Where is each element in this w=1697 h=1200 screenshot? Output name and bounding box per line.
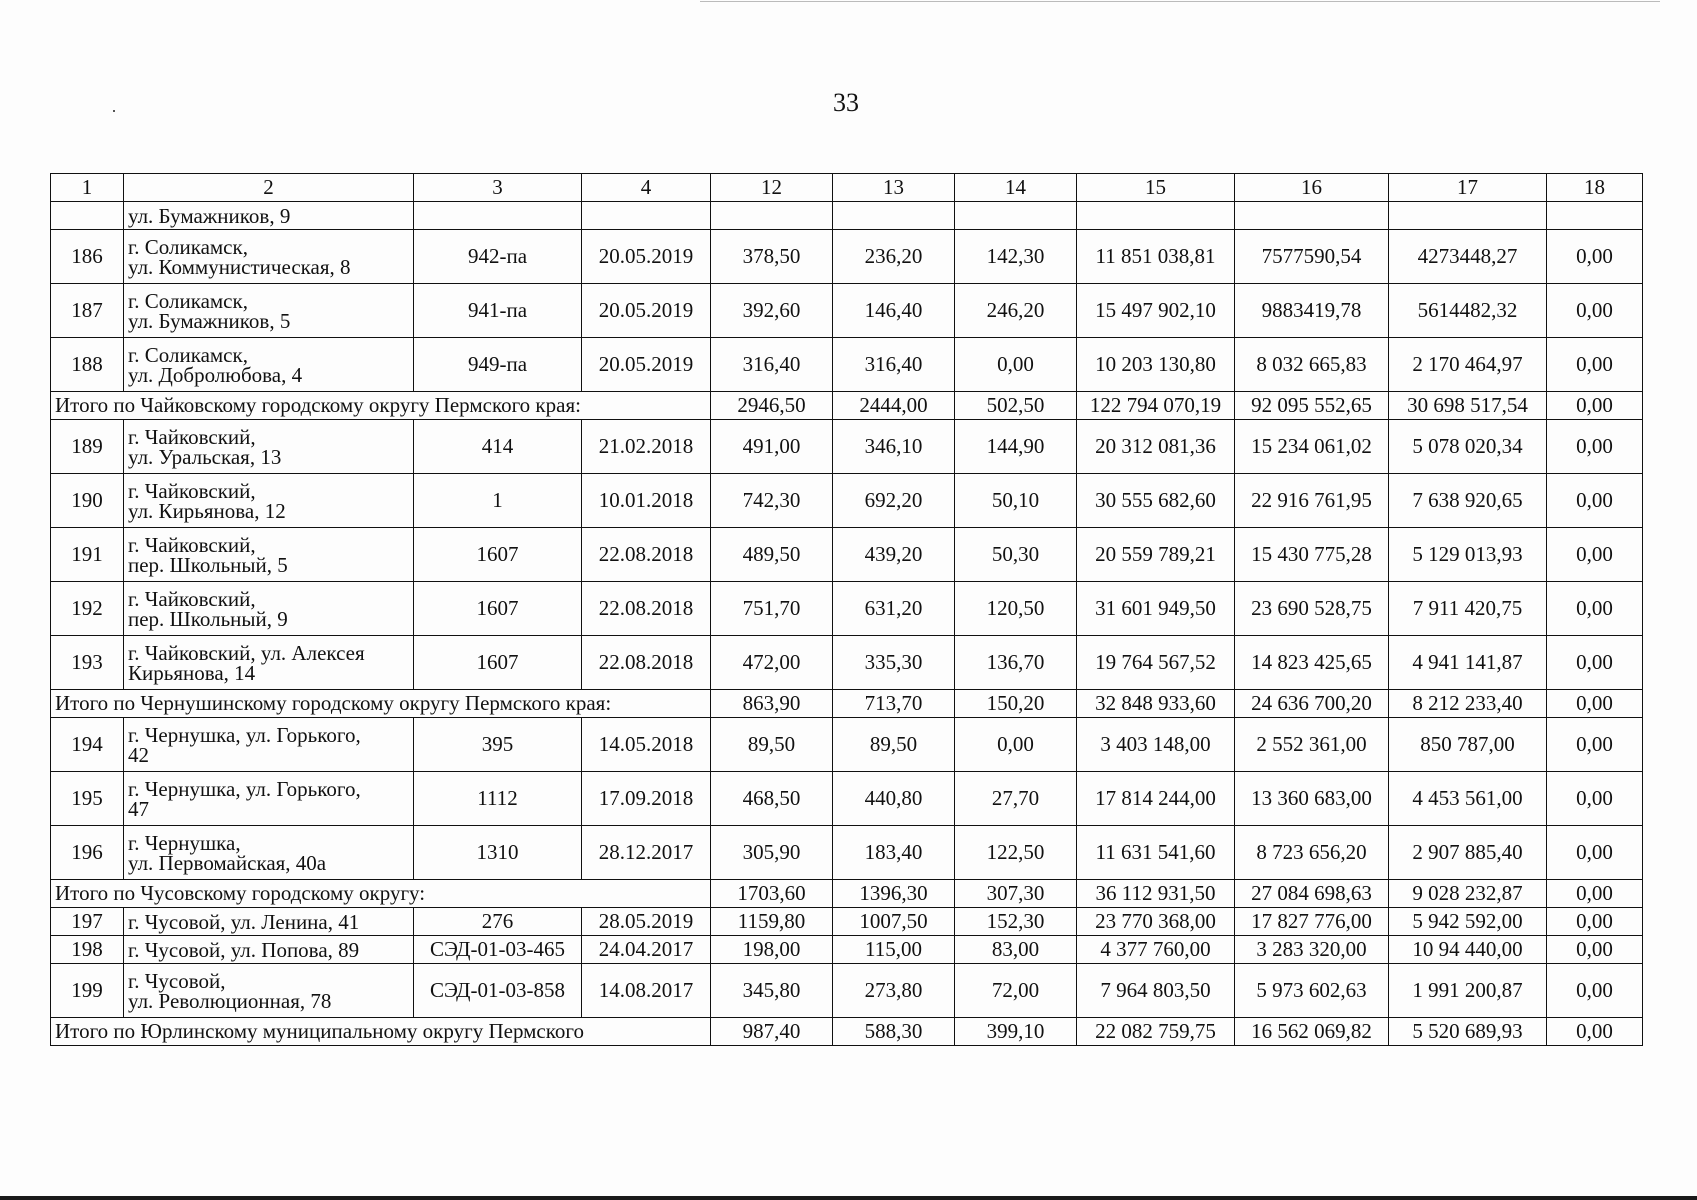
value-cell: 588,30 bbox=[833, 1018, 955, 1046]
address-cell bbox=[124, 826, 414, 880]
value-cell: 50,10 bbox=[955, 474, 1077, 528]
col-header: 3 bbox=[414, 174, 582, 202]
value-cell: 4 941 141,87 bbox=[1389, 636, 1547, 690]
table-cell bbox=[955, 202, 1077, 230]
col-header: 12 bbox=[711, 174, 833, 202]
table-cell bbox=[1389, 202, 1547, 230]
row-number-cell: 187 bbox=[51, 284, 124, 338]
row-number-cell: 196 bbox=[51, 826, 124, 880]
col-header: 4 bbox=[582, 174, 711, 202]
document-number-cell: 941-па bbox=[414, 284, 582, 338]
value-cell: 50,30 bbox=[955, 528, 1077, 582]
value-cell: 1007,50 bbox=[833, 908, 955, 936]
value-cell: 150,20 bbox=[955, 690, 1077, 718]
value-cell: 31 601 949,50 bbox=[1077, 582, 1235, 636]
value-cell: 7 911 420,75 bbox=[1389, 582, 1547, 636]
table-body bbox=[51, 174, 1643, 1046]
table-row bbox=[51, 936, 1643, 964]
address-line: Кирьянова, 14 bbox=[128, 660, 256, 685]
date-cell: 21.02.2018 bbox=[582, 420, 711, 474]
value-cell: 9883419,78 bbox=[1235, 284, 1389, 338]
value-cell: 30 555 682,60 bbox=[1077, 474, 1235, 528]
value-cell: 22 916 761,95 bbox=[1235, 474, 1389, 528]
address-cell bbox=[124, 636, 414, 690]
value-cell: 631,20 bbox=[833, 582, 955, 636]
value-cell: 468,50 bbox=[711, 772, 833, 826]
address-line: г. Чернушка, ул. Горького, bbox=[128, 722, 361, 747]
address-line: ул. Первомайская, 40а bbox=[128, 850, 327, 875]
row-number-cell: 199 bbox=[51, 964, 124, 1018]
value-cell: 399,10 bbox=[955, 1018, 1077, 1046]
allocation-table bbox=[50, 173, 1643, 1046]
address-line: г. Соликамск, bbox=[128, 234, 248, 259]
address-line: г. Чайковский, bbox=[128, 532, 256, 557]
address-cell bbox=[124, 528, 414, 582]
value-cell: 10 203 130,80 bbox=[1077, 338, 1235, 392]
value-cell: 152,30 bbox=[955, 908, 1077, 936]
value-cell: 305,90 bbox=[711, 826, 833, 880]
address-line: ул. Коммунистическая, 8 bbox=[128, 254, 351, 279]
table-row bbox=[51, 826, 1643, 880]
value-cell: 5 078 020,34 bbox=[1389, 420, 1547, 474]
date-cell: 20.05.2019 bbox=[582, 284, 711, 338]
value-cell: 1703,60 bbox=[711, 880, 833, 908]
value-cell: 83,00 bbox=[955, 936, 1077, 964]
value-cell: 692,20 bbox=[833, 474, 955, 528]
value-cell: 5 973 602,63 bbox=[1235, 964, 1389, 1018]
value-cell: 316,40 bbox=[711, 338, 833, 392]
value-cell: 0,00 bbox=[955, 718, 1077, 772]
address-cell bbox=[124, 284, 414, 338]
value-cell: 392,60 bbox=[711, 284, 833, 338]
address-line: г. Чайковский, bbox=[128, 424, 256, 449]
table-cell bbox=[711, 202, 833, 230]
table-cell bbox=[414, 202, 582, 230]
row-number-cell: 198 bbox=[51, 936, 124, 964]
value-cell: 2444,00 bbox=[833, 392, 955, 420]
value-cell: 4 453 561,00 bbox=[1389, 772, 1547, 826]
subtotal-row bbox=[51, 690, 1643, 718]
address-line: г. Чусовой, ул. Ленина, 41 bbox=[128, 909, 360, 934]
value-cell: 0,00 bbox=[1547, 474, 1643, 528]
date-cell: 17.09.2018 bbox=[582, 772, 711, 826]
scan-bottom-edge bbox=[0, 1196, 1697, 1200]
date-cell: 20.05.2019 bbox=[582, 338, 711, 392]
address-cell bbox=[124, 772, 414, 826]
value-cell: 19 764 567,52 bbox=[1077, 636, 1235, 690]
value-cell: 742,30 bbox=[711, 474, 833, 528]
value-cell: 345,80 bbox=[711, 964, 833, 1018]
page-number: 33 bbox=[833, 88, 859, 117]
address-cell bbox=[124, 474, 414, 528]
address-line: ул. Кирьянова, 12 bbox=[128, 498, 286, 523]
value-cell: 5614482,32 bbox=[1389, 284, 1547, 338]
value-cell: 0,00 bbox=[1547, 230, 1643, 284]
date-cell: 24.04.2017 bbox=[582, 936, 711, 964]
value-cell: 36 112 931,50 bbox=[1077, 880, 1235, 908]
address-cell bbox=[124, 582, 414, 636]
table-row bbox=[51, 528, 1643, 582]
value-cell: 17 827 776,00 bbox=[1235, 908, 1389, 936]
value-cell: 0,00 bbox=[1547, 636, 1643, 690]
value-cell: 10 94 440,00 bbox=[1389, 936, 1547, 964]
address-line: ул. Добролюбова, 4 bbox=[128, 362, 303, 387]
value-cell: 236,20 bbox=[833, 230, 955, 284]
col-header: 18 bbox=[1547, 174, 1643, 202]
value-cell: 4 377 760,00 bbox=[1077, 936, 1235, 964]
value-cell: 1396,30 bbox=[833, 880, 955, 908]
document-number-cell: 1607 bbox=[414, 528, 582, 582]
date-cell: 28.05.2019 bbox=[582, 908, 711, 936]
value-cell: 198,00 bbox=[711, 936, 833, 964]
value-cell: 11 851 038,81 bbox=[1077, 230, 1235, 284]
document-number-cell: СЭД-01-03-465 bbox=[414, 936, 582, 964]
table-row bbox=[51, 284, 1643, 338]
col-header: 16 bbox=[1235, 174, 1389, 202]
value-cell: 440,80 bbox=[833, 772, 955, 826]
col-header: 14 bbox=[955, 174, 1077, 202]
value-cell: 5 520 689,93 bbox=[1389, 1018, 1547, 1046]
address-cell: ул. Бумажников, 9 bbox=[124, 202, 414, 230]
value-cell: 8 212 233,40 bbox=[1389, 690, 1547, 718]
row-number-cell: 193 bbox=[51, 636, 124, 690]
value-cell: 27,70 bbox=[955, 772, 1077, 826]
value-cell: 14 823 425,65 bbox=[1235, 636, 1389, 690]
value-cell: 3 403 148,00 bbox=[1077, 718, 1235, 772]
value-cell: 3 283 320,00 bbox=[1235, 936, 1389, 964]
value-cell: 751,70 bbox=[711, 582, 833, 636]
value-cell: 72,00 bbox=[955, 964, 1077, 1018]
document-number-cell: 1112 bbox=[414, 772, 582, 826]
value-cell: 4273448,27 bbox=[1389, 230, 1547, 284]
row-number-cell: 190 bbox=[51, 474, 124, 528]
date-cell: 28.12.2017 bbox=[582, 826, 711, 880]
col-header: 15 bbox=[1077, 174, 1235, 202]
subtotal-row bbox=[51, 1018, 1643, 1046]
value-cell: 0,00 bbox=[1547, 936, 1643, 964]
table-cell bbox=[1077, 202, 1235, 230]
value-cell: 0,00 bbox=[1547, 964, 1643, 1018]
subtotal-row bbox=[51, 392, 1643, 420]
date-cell: 10.01.2018 bbox=[582, 474, 711, 528]
date-cell: 20.05.2019 bbox=[582, 230, 711, 284]
document-number-cell: СЭД-01-03-858 bbox=[414, 964, 582, 1018]
value-cell: 22 082 759,75 bbox=[1077, 1018, 1235, 1046]
value-cell: 346,10 bbox=[833, 420, 955, 474]
value-cell: 144,90 bbox=[955, 420, 1077, 474]
value-cell: 273,80 bbox=[833, 964, 955, 1018]
document-number-cell: 949-па bbox=[414, 338, 582, 392]
value-cell: 8 032 665,83 bbox=[1235, 338, 1389, 392]
value-cell: 863,90 bbox=[711, 690, 833, 718]
table-row bbox=[51, 474, 1643, 528]
value-cell: 307,30 bbox=[955, 880, 1077, 908]
address-line: г. Чернушка, ул. Горького, bbox=[128, 776, 361, 801]
table-row bbox=[51, 964, 1643, 1018]
value-cell: 146,40 bbox=[833, 284, 955, 338]
value-cell: 502,50 bbox=[955, 392, 1077, 420]
subtotal-row bbox=[51, 880, 1643, 908]
address-line: г. Чайковский, ул. Алексея bbox=[128, 640, 365, 665]
value-cell: 7577590,54 bbox=[1235, 230, 1389, 284]
date-cell: 14.05.2018 bbox=[582, 718, 711, 772]
continuation-row bbox=[51, 202, 1643, 230]
address-line: ул. Революционная, 78 bbox=[128, 988, 332, 1013]
value-cell: 27 084 698,63 bbox=[1235, 880, 1389, 908]
scan-speck bbox=[113, 110, 115, 112]
value-cell: 2 552 361,00 bbox=[1235, 718, 1389, 772]
value-cell: 11 631 541,60 bbox=[1077, 826, 1235, 880]
value-cell: 0,00 bbox=[1547, 1018, 1643, 1046]
value-cell: 32 848 933,60 bbox=[1077, 690, 1235, 718]
value-cell: 5 129 013,93 bbox=[1389, 528, 1547, 582]
document-number-cell: 276 bbox=[414, 908, 582, 936]
table-row bbox=[51, 718, 1643, 772]
address-line: г. Чайковский, bbox=[128, 478, 256, 503]
value-cell: 17 814 244,00 bbox=[1077, 772, 1235, 826]
row-number-cell: 195 bbox=[51, 772, 124, 826]
value-cell: 15 234 061,02 bbox=[1235, 420, 1389, 474]
value-cell: 8 723 656,20 bbox=[1235, 826, 1389, 880]
value-cell: 89,50 bbox=[833, 718, 955, 772]
value-cell: 2 170 464,97 bbox=[1389, 338, 1547, 392]
value-cell: 15 497 902,10 bbox=[1077, 284, 1235, 338]
document-number-cell: 1607 bbox=[414, 636, 582, 690]
value-cell: 24 636 700,20 bbox=[1235, 690, 1389, 718]
address-cell bbox=[124, 230, 414, 284]
value-cell: 335,30 bbox=[833, 636, 955, 690]
value-cell: 20 559 789,21 bbox=[1077, 528, 1235, 582]
address-line: пер. Школьный, 9 bbox=[128, 606, 288, 631]
address-cell bbox=[124, 908, 414, 936]
value-cell: 0,00 bbox=[1547, 908, 1643, 936]
subtotal-label: Итого по Чусовскому городскому округу: bbox=[51, 880, 711, 908]
table-row bbox=[51, 636, 1643, 690]
value-cell: 0,00 bbox=[1547, 528, 1643, 582]
value-cell: 13 360 683,00 bbox=[1235, 772, 1389, 826]
address-line: г. Чусовой, ул. Попова, 89 bbox=[128, 937, 360, 962]
value-cell: 115,00 bbox=[833, 936, 955, 964]
date-cell: 14.08.2017 bbox=[582, 964, 711, 1018]
row-number-cell: 186 bbox=[51, 230, 124, 284]
row-number-cell: 197 bbox=[51, 908, 124, 936]
address-cell bbox=[124, 964, 414, 1018]
value-cell: 439,20 bbox=[833, 528, 955, 582]
table-row bbox=[51, 582, 1643, 636]
document-number-cell: 1310 bbox=[414, 826, 582, 880]
col-header: 2 bbox=[124, 174, 414, 202]
date-cell: 22.08.2018 bbox=[582, 636, 711, 690]
row-number-cell: 194 bbox=[51, 718, 124, 772]
value-cell: 987,40 bbox=[711, 1018, 833, 1046]
value-cell: 16 562 069,82 bbox=[1235, 1018, 1389, 1046]
value-cell: 0,00 bbox=[1547, 338, 1643, 392]
value-cell: 5 942 592,00 bbox=[1389, 908, 1547, 936]
row-number-cell: 189 bbox=[51, 420, 124, 474]
value-cell: 0,00 bbox=[1547, 284, 1643, 338]
value-cell: 136,70 bbox=[955, 636, 1077, 690]
table-cell bbox=[51, 202, 124, 230]
value-cell: 183,40 bbox=[833, 826, 955, 880]
value-cell: 1 991 200,87 bbox=[1389, 964, 1547, 1018]
value-cell: 9 028 232,87 bbox=[1389, 880, 1547, 908]
value-cell: 20 312 081,36 bbox=[1077, 420, 1235, 474]
col-header: 17 bbox=[1389, 174, 1547, 202]
address-line: ул. Бумажников, 5 bbox=[128, 308, 291, 333]
value-cell: 0,00 bbox=[1547, 582, 1643, 636]
table-row bbox=[51, 772, 1643, 826]
document-number-cell: 395 bbox=[414, 718, 582, 772]
table-cell bbox=[1235, 202, 1389, 230]
date-cell: 22.08.2018 bbox=[582, 528, 711, 582]
value-cell: 491,00 bbox=[711, 420, 833, 474]
subtotal-label: Итого по Чайковскому городскому округу Пермского края: bbox=[51, 392, 711, 420]
value-cell: 0,00 bbox=[1547, 772, 1643, 826]
value-cell: 378,50 bbox=[711, 230, 833, 284]
address-cell bbox=[124, 718, 414, 772]
table-row bbox=[51, 338, 1643, 392]
date-cell: 22.08.2018 bbox=[582, 582, 711, 636]
value-cell: 246,20 bbox=[955, 284, 1077, 338]
table-cell bbox=[582, 202, 711, 230]
header-row bbox=[51, 174, 1643, 202]
address-cell bbox=[124, 338, 414, 392]
scan-edge-line bbox=[700, 1, 1660, 2]
document-number-cell: 414 bbox=[414, 420, 582, 474]
address-line: ул. Уральская, 13 bbox=[128, 444, 282, 469]
address-line: г. Соликамск, bbox=[128, 342, 248, 367]
address-line: 42 bbox=[128, 742, 149, 767]
address-line: г. Чусовой, bbox=[128, 968, 226, 993]
subtotal-label: Итого по Юрлинскому муниципальному округу Пермского bbox=[51, 1018, 711, 1046]
value-cell: 142,30 bbox=[955, 230, 1077, 284]
value-cell: 489,50 bbox=[711, 528, 833, 582]
table-cell bbox=[1547, 202, 1643, 230]
value-cell: 23 690 528,75 bbox=[1235, 582, 1389, 636]
value-cell: 0,00 bbox=[955, 338, 1077, 392]
value-cell: 122,50 bbox=[955, 826, 1077, 880]
col-header: 13 bbox=[833, 174, 955, 202]
value-cell: 713,70 bbox=[833, 690, 955, 718]
value-cell: 92 095 552,65 bbox=[1235, 392, 1389, 420]
value-cell: 0,00 bbox=[1547, 690, 1643, 718]
address-line: г. Соликамск, bbox=[128, 288, 248, 313]
document-number-cell: 1607 bbox=[414, 582, 582, 636]
address-line: 47 bbox=[128, 796, 149, 821]
col-header: 1 bbox=[51, 174, 124, 202]
table-cell bbox=[833, 202, 955, 230]
address-line: пер. Школьный, 5 bbox=[128, 552, 288, 577]
value-cell: 15 430 775,28 bbox=[1235, 528, 1389, 582]
value-cell: 2946,50 bbox=[711, 392, 833, 420]
value-cell: 0,00 bbox=[1547, 826, 1643, 880]
row-number-cell: 191 bbox=[51, 528, 124, 582]
address-line: г. Чернушка, bbox=[128, 830, 241, 855]
table-row bbox=[51, 420, 1643, 474]
value-cell: 0,00 bbox=[1547, 718, 1643, 772]
value-cell: 89,50 bbox=[711, 718, 833, 772]
value-cell: 30 698 517,54 bbox=[1389, 392, 1547, 420]
value-cell: 1159,80 bbox=[711, 908, 833, 936]
value-cell: 0,00 bbox=[1547, 392, 1643, 420]
address-cell bbox=[124, 936, 414, 964]
table-row bbox=[51, 230, 1643, 284]
address-cell bbox=[124, 420, 414, 474]
value-cell: 316,40 bbox=[833, 338, 955, 392]
value-cell: 0,00 bbox=[1547, 420, 1643, 474]
table-row bbox=[51, 908, 1643, 936]
value-cell: 120,50 bbox=[955, 582, 1077, 636]
address-line: г. Чайковский, bbox=[128, 586, 256, 611]
row-number-cell: 188 bbox=[51, 338, 124, 392]
subtotal-label: Итого по Чернушинскому городскому округу Пермского края: bbox=[51, 690, 711, 718]
document-number-cell: 1 bbox=[414, 474, 582, 528]
value-cell: 472,00 bbox=[711, 636, 833, 690]
value-cell: 0,00 bbox=[1547, 880, 1643, 908]
value-cell: 7 964 803,50 bbox=[1077, 964, 1235, 1018]
value-cell: 23 770 368,00 bbox=[1077, 908, 1235, 936]
row-number-cell: 192 bbox=[51, 582, 124, 636]
document-number-cell: 942-па bbox=[414, 230, 582, 284]
value-cell: 2 907 885,40 bbox=[1389, 826, 1547, 880]
value-cell: 7 638 920,65 bbox=[1389, 474, 1547, 528]
value-cell: 850 787,00 bbox=[1389, 718, 1547, 772]
value-cell: 122 794 070,19 bbox=[1077, 392, 1235, 420]
